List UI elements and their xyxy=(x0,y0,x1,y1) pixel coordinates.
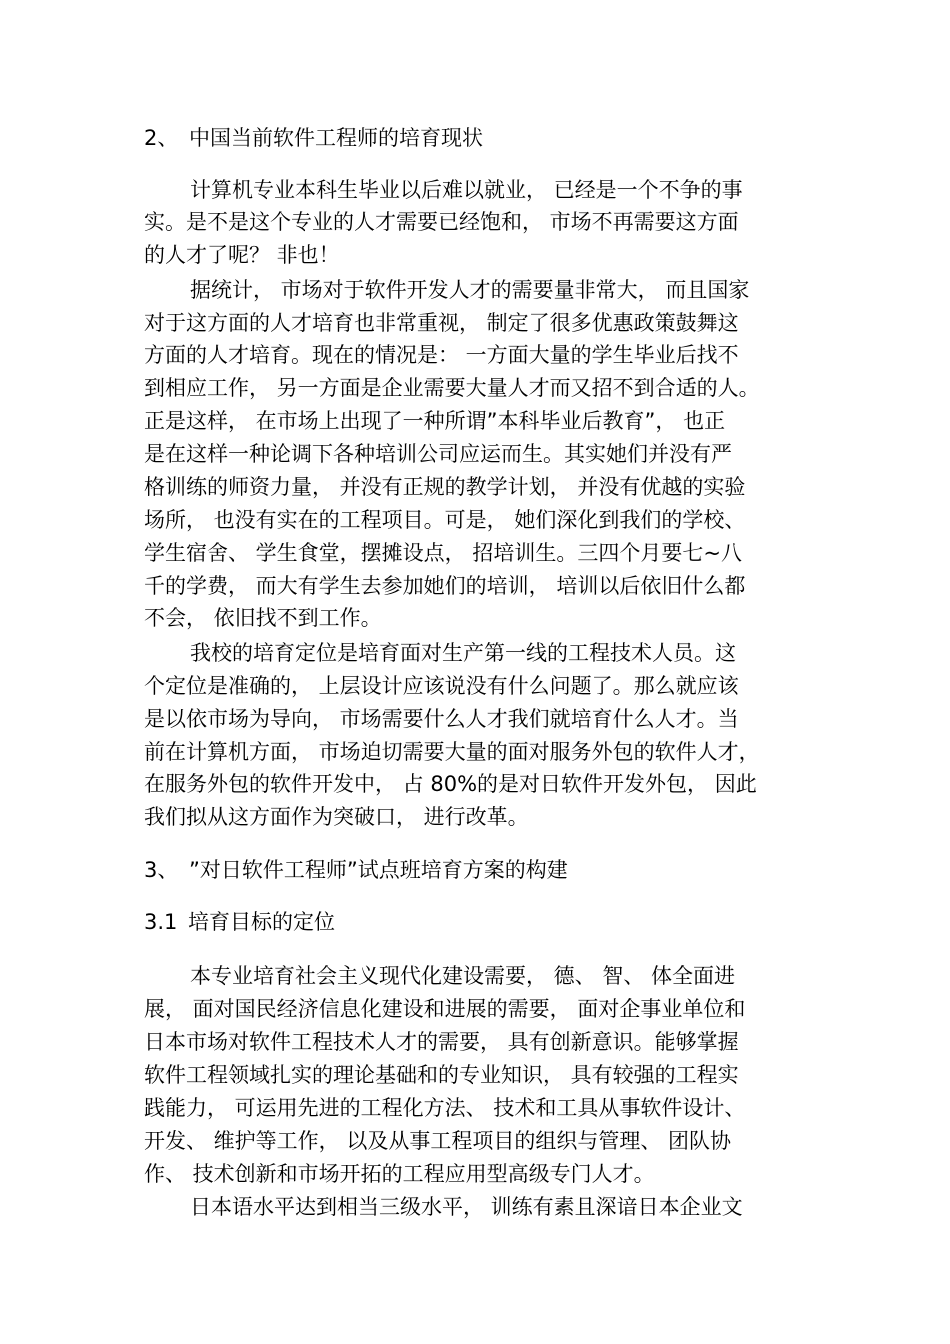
paragraph-5-line: 日本语水平达到相当三级水平， 训练有素且深谙日本企业文 xyxy=(190,1195,743,1219)
paragraph-2-line: 不会， 依旧找不到工作。 xyxy=(144,606,382,630)
paragraph-2-line: 方面的人才培育。现在的情况是： 一方面大量的学生毕业后找不 xyxy=(144,343,739,367)
section-2-number: 2、 xyxy=(144,126,179,150)
section-3-heading xyxy=(144,858,568,882)
paragraph-1-line: 计算机专业本科生毕业以后难以就业， 已经是一个不争的事 xyxy=(190,178,743,202)
paragraph-3-line: 我校的培育定位是培育面对生产第一线的工程技术人员。这 xyxy=(190,641,736,665)
paragraph-4-line: 日本市场对软件工程技术人才的需要， 具有创新意识。能够掌握 xyxy=(144,1030,739,1054)
paragraph-2-line: 千的学费， 而大有学生去参加她们的培训， 培训以后依旧什么都 xyxy=(144,574,746,598)
section-2-title: 中国当前软件工程师的培育现状 xyxy=(189,126,483,150)
section-3-1-title: 培育目标的定位 xyxy=(188,910,335,934)
paragraph-4-line: 开发、 维护等工作， 以及从事工程项目的组织与管理、 团队协 xyxy=(144,1129,732,1153)
paragraph-2-line: 格训练的师资力量， 并没有正规的教学计划， 并没有优越的实验 xyxy=(144,475,746,499)
paragraph-2-line: 正是这样， 在市场上出现了一种所谓”本科毕业后教育”， 也正 xyxy=(144,409,726,433)
paragraph-2-line: 场所， 也没有实在的工程项目。可是， 她们深化到我们的学校、 xyxy=(144,508,746,532)
paragraph-4-line: 作、 技术创新和市场开拓的工程应用型高级专门人才。 xyxy=(144,1162,655,1186)
paragraph-2-line: 是在这样一种论调下各种培训公司应运而生。其实她们并没有严 xyxy=(144,442,732,466)
paragraph-4-line: 展， 面对国民经济信息化建设和进展的需要， 面对企事业单位和 xyxy=(144,997,746,1021)
paragraph-4-line: 本专业培育社会主义现代化建设需要， 德、 智、 体全面进 xyxy=(190,964,736,988)
paragraph-1-line: 实。是不是这个专业的人才需要已经饱和， 市场不再需要这方面 xyxy=(144,210,739,234)
section-2-heading xyxy=(144,126,483,150)
paragraph-4-line: 践能力， 可运用先进的工程化方法、 技术和工具从事软件设计、 xyxy=(144,1096,746,1120)
paragraph-4-line: 软件工程领域扎实的理论基础和的专业知识， 具有较强的工程实 xyxy=(144,1063,739,1087)
section-3-title: ”对日软件工程师”试点班培育方案的构建 xyxy=(189,858,568,882)
paragraph-3-line: 我们拟从这方面作为突破口， 进行改革。 xyxy=(144,805,529,829)
paragraph-3-line: 个定位是准确的， 上层设计应该说没有什么问题了。那么就应该 xyxy=(144,674,739,698)
paragraph-2-line: 据统计， 市场对于软件开发人才的需要量非常大， 而且国家 xyxy=(190,278,750,302)
section-3-1-number: 3.1 xyxy=(144,910,178,934)
paragraph-3-line: 在服务外包的软件开发中， 占 80%的是对日软件开发外包， 因此 xyxy=(144,772,757,796)
paragraph-3-line: 前在计算机方面， 市场迫切需要大量的面对服务外包的软件人才， xyxy=(144,740,760,764)
paragraph-2-line: 学生宿舍、 学生食堂，摆摊设点， 招培训生。三四个月要七~八 xyxy=(144,541,742,565)
paragraph-1-line: 的人才了呢？ 非也！ xyxy=(144,243,340,267)
section-3-number: 3、 xyxy=(144,858,179,882)
paragraph-3-line: 是以依市场为导向， 市场需要什么人才我们就培育什么人才。当 xyxy=(144,707,739,731)
paragraph-2-line: 对于这方面的人才培育也非常重视， 制定了很多优惠政策鼓舞这 xyxy=(144,311,739,335)
section-3-1-heading xyxy=(144,910,335,934)
paragraph-2-line: 到相应工作， 另一方面是企业需要大量人才而又招不到合适的人。 xyxy=(144,376,760,400)
